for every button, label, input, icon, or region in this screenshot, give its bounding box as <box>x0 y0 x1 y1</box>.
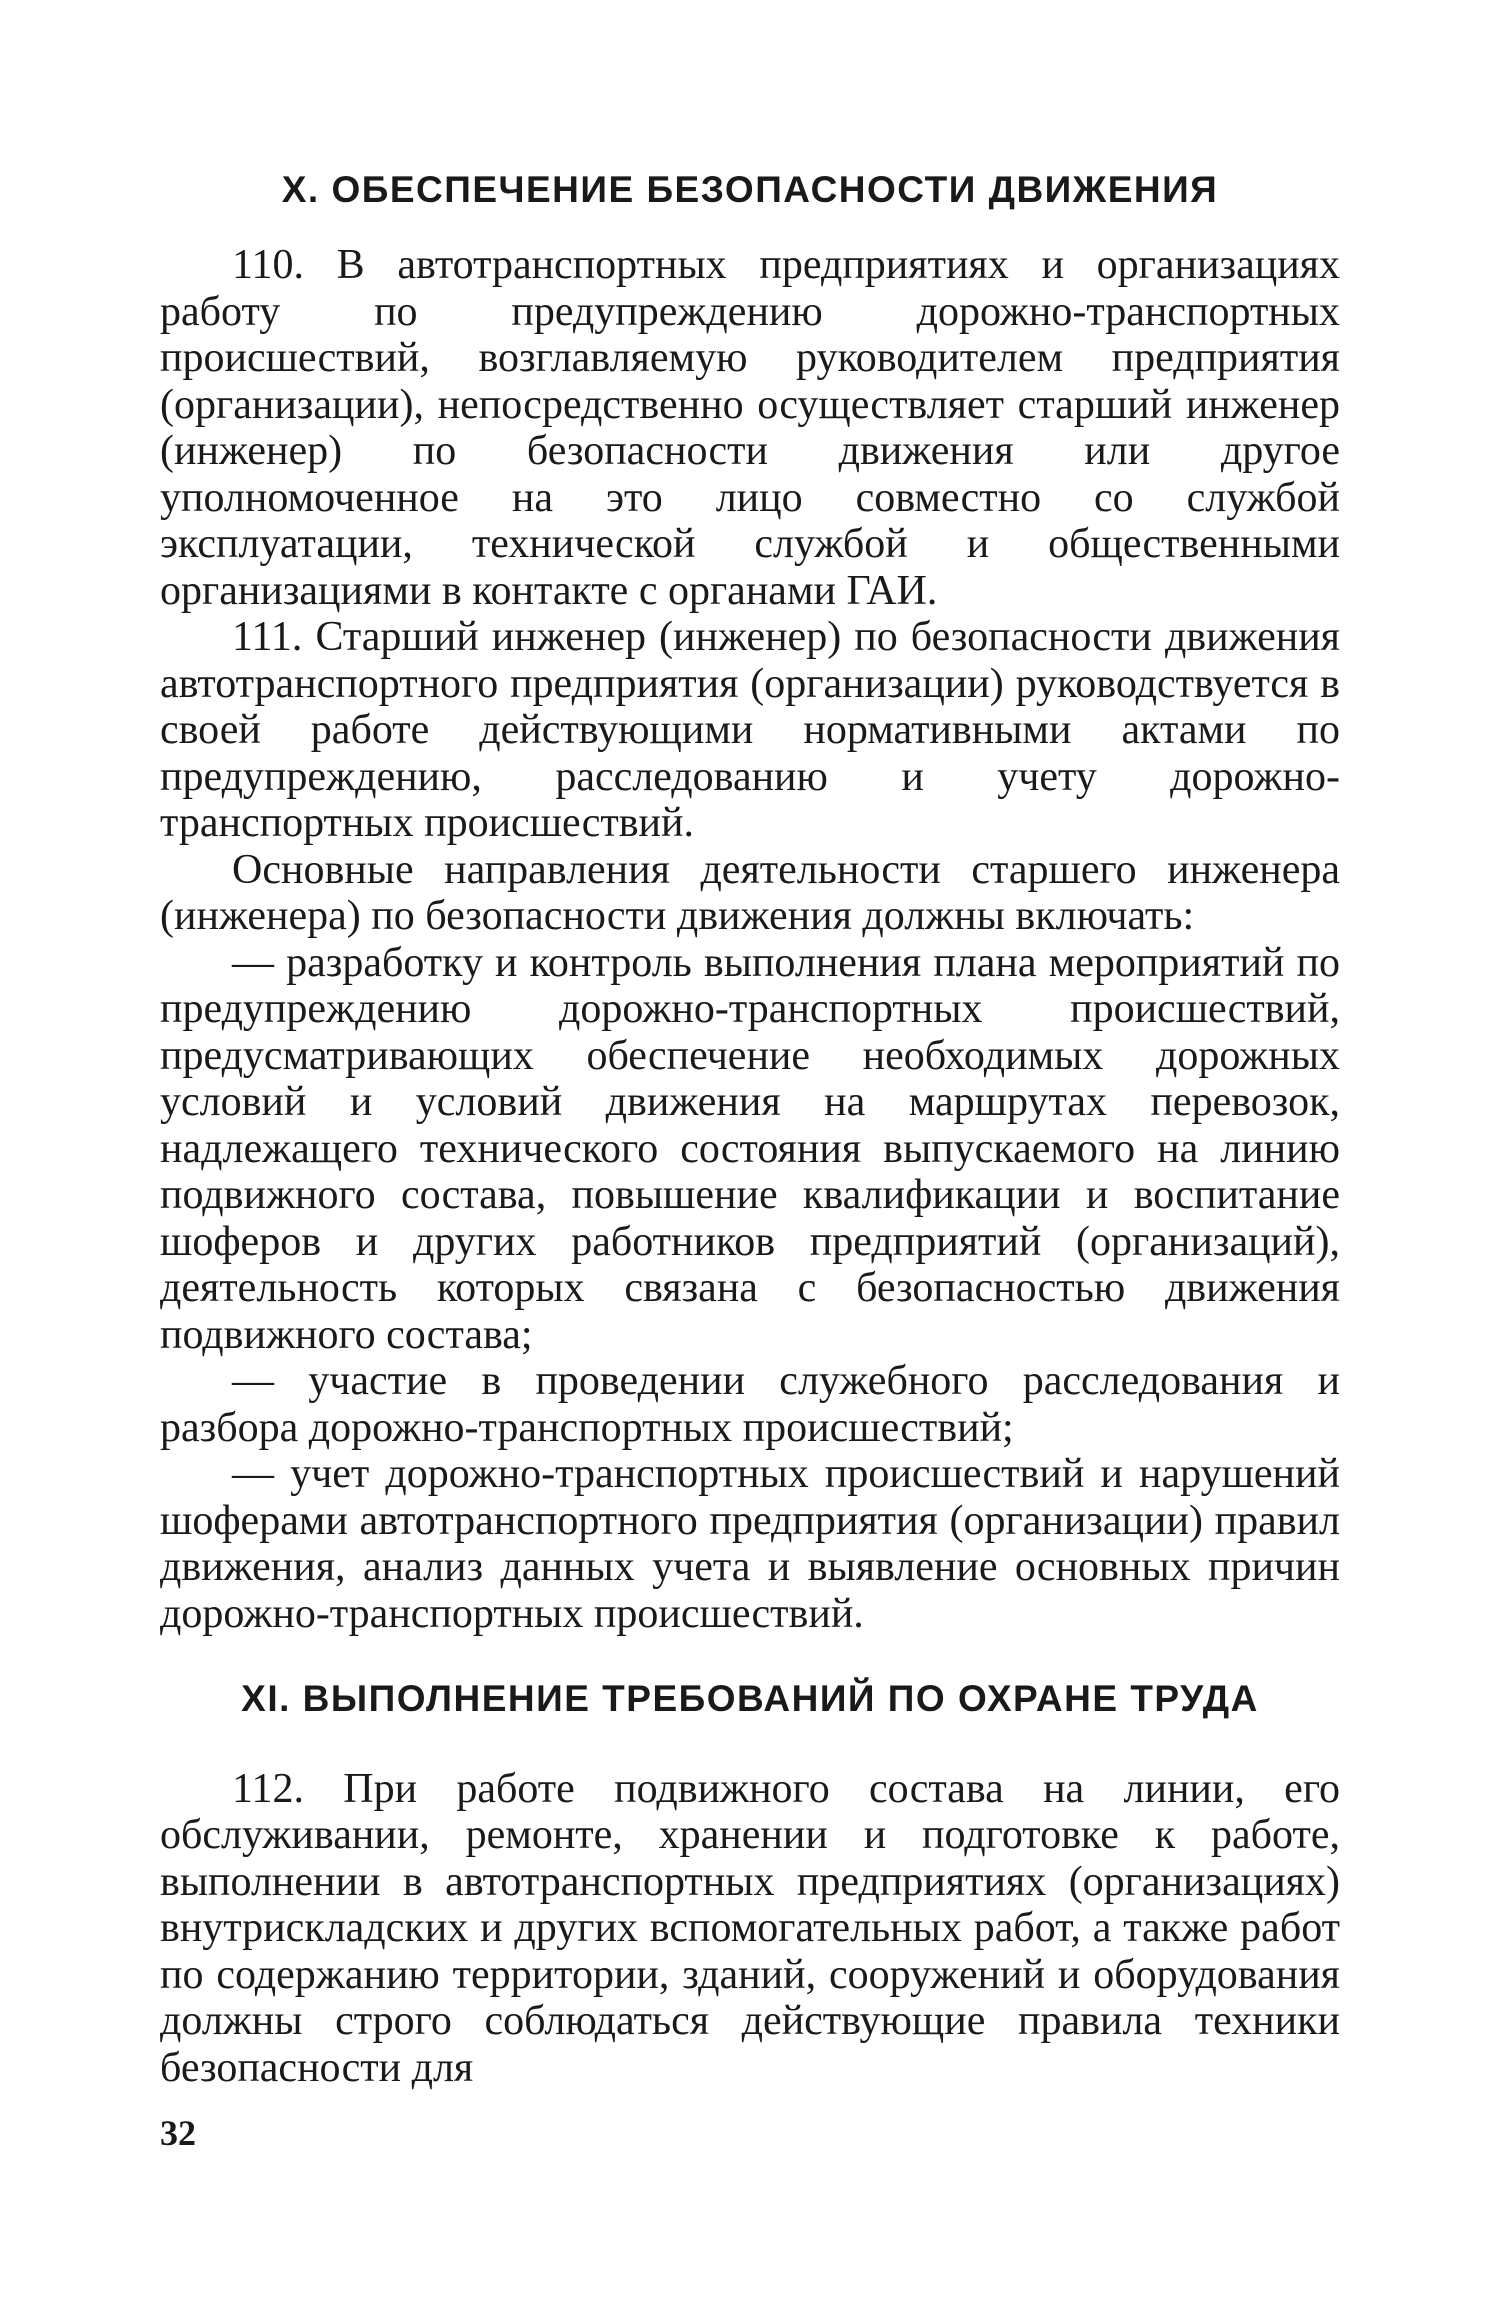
list-item-development: — разработку и контроль выполнения плана мероприятий по предупреждению дорожно-транспортных происшествий, предусматривающих обеспечение необходимых дорожных условий и условий движения на маршрутах перевозок, надлежащего технического состояния выпускаемого на линию подвижного состава, повышение квалификации и воспитание шоферов и других работников предприятий (организаций), деятельность которых связана с безопасностью движения подвижного состава; <box>160 939 1340 1358</box>
paragraph-main-directions: Основные направления деятельности старшего инженера (инженера) по безопасности движения должны включать: <box>160 846 1340 940</box>
paragraph-110: 110. В автотранспортных предприятиях и организациях работу по предупреждению дорожно-транспортных происшествий, возглавляемую руководителем предприятия (организации), непосредственно осуществляет старший инженер (инженер) по безопасности движения или другое уполномоченное на это лицо совместно со службой эксплуатации, технической службой и общественными организациями в контакте с органами ГАИ. <box>160 242 1340 614</box>
paragraph-112: 112. При работе подвижного состава на линии, его обслуживании, ремонте, хранении и подготовке к работе, выполнении в автотранспортных предприятиях (организациях) внутрискладских и других вспомогательных работ, а также работ по содержанию территории, зданий, сооружений и оборудования должны строго соблюдаться действующие правила техники безопасности для <box>160 1765 1340 2091</box>
list-item-participation: — участие в проведении служебного расследования и разбора дорожно-транспортных происшествий; <box>160 1358 1340 1451</box>
page-content <box>160 150 1340 2091</box>
list-item-accounting: — учет дорожно-транспортных происшествий и нарушений шоферами автотранспортного предприятия (организации) правил движения, анализ данных учета и выявление основных причин дорожно-транспортных происшествий. <box>160 1451 1340 1637</box>
section-11-title: XI. ВЫПОЛНЕНИЕ ТРЕБОВАНИЙ ПО ОХРАНЕ ТРУДА <box>241 1678 1259 1720</box>
paragraph-111: 111. Старший инженер (инженер) по безопасности движения автотранспортного предприятия (организации) руководствуется в своей работе действующими нормативными актами по предупреждению, расследованию и учету дорожно-транспортных происшествий. <box>160 614 1340 847</box>
page-number: 32 <box>160 2113 196 2153</box>
section-10-title: X. ОБЕСПЕЧЕНИЕ БЕЗОПАСНОСТИ ДВИЖЕНИЯ <box>281 169 1219 210</box>
